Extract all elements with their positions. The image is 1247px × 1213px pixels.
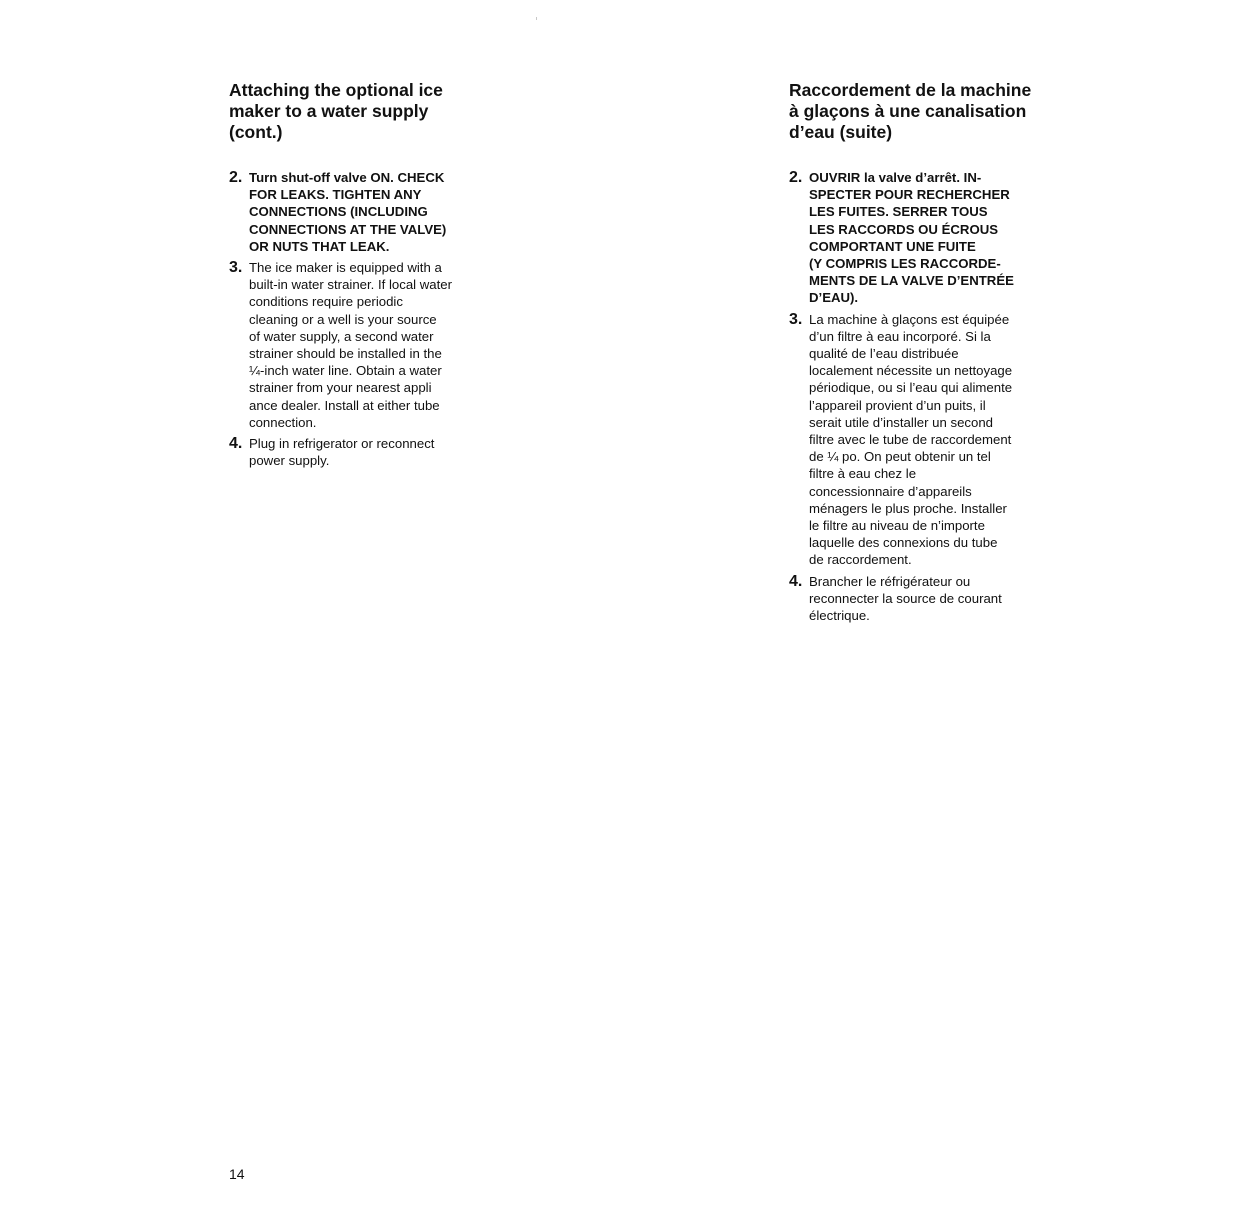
step-text-line: MENTS DE LA VALVE D’ENTRÉE: [809, 273, 1014, 289]
step-text-line: (Y COMPRIS LES RACCORDE-: [809, 256, 1001, 272]
step-text-line: power supply.: [249, 453, 330, 469]
step-text-line: CONNECTIONS (INCLUDING: [249, 204, 428, 220]
step-item: [789, 169, 1079, 307]
step-text-line: OR NUTS THAT LEAK.: [249, 238, 390, 254]
step-text-line: connection.: [249, 414, 317, 430]
step-text-line: qualité de l’eau distribuée: [809, 346, 959, 362]
heading-line: maker to a water supply: [229, 101, 429, 121]
step-text-line: l’appareil provient d’un puits, il: [809, 397, 986, 413]
english-steps: [229, 169, 529, 469]
step-text-line: de ¼ po. On peut obtenir un tel: [809, 449, 991, 465]
step-text-line: LES RACCORDS OU ÉCROUS: [809, 221, 999, 237]
step-text-line: électrique.: [809, 608, 870, 624]
step-number: 4.: [229, 435, 243, 453]
step-text-line: OUVRIR la valve d’arrêt. IN-: [809, 170, 982, 185]
step-item: [789, 573, 1079, 625]
step-text-line: La machine à glaçons est équipée: [809, 311, 1010, 327]
step-text-line: serait utile d’installer un second: [809, 414, 993, 430]
step-text-line: le filtre au niveau de n’importe: [809, 518, 985, 534]
step-text-line: strainer from your nearest appli: [249, 380, 432, 396]
step-text-line: reconnecter la source de courant: [809, 590, 1002, 606]
step-text-line: ¼-inch water line. Obtain a water: [249, 363, 442, 379]
step-text-line: laquelle des connexions du tube: [809, 535, 998, 551]
step-text-line: CONNECTIONS AT THE VALVE): [249, 221, 447, 237]
step-text-line: de raccordement.: [809, 552, 912, 568]
step-number: 3.: [789, 310, 803, 328]
step-text-line: filtre avec le tube de raccordement: [809, 432, 1012, 448]
step-text-line: filtre à eau chez le: [809, 466, 917, 482]
english-column: [229, 80, 529, 473]
heading-line: d’eau (suite): [789, 122, 893, 142]
step-number: 2.: [229, 169, 243, 186]
french-heading: [789, 80, 1079, 143]
step-text-line: concessionnaire d’appareils: [809, 483, 972, 499]
heading-line: à glaçons à une canalisation: [789, 101, 1027, 121]
step-text-line: cleaning or a well is your source: [249, 311, 437, 327]
page-number: 14: [229, 1166, 245, 1182]
step-text-line: FOR LEAKS. TIGHTEN ANY: [249, 187, 422, 203]
step-text-line: Plug in refrigerator or reconnect: [249, 436, 435, 452]
step-text-line: d’un filtre à eau incorporé. Si la: [809, 328, 991, 344]
step-text-line: The ice maker is equipped with a: [249, 260, 442, 276]
step-text-line: built-in water strainer. If local water: [249, 277, 453, 293]
step-text-line: ménagers le plus proche. Installer: [809, 500, 1007, 516]
step-text-line: localement nécessite un nettoyage: [809, 363, 1013, 379]
english-heading: [229, 80, 529, 143]
step-number: 2.: [789, 169, 803, 186]
scan-mark: [536, 17, 537, 20]
step-text-line: Turn shut-off valve ON. CHECK: [249, 170, 445, 185]
step-number: 3.: [229, 259, 243, 277]
step-text-line: COMPORTANT UNE FUITE: [809, 238, 976, 254]
step-item: [229, 435, 529, 469]
step-number: 4.: [789, 572, 803, 590]
step-item: [229, 259, 529, 431]
step-text-line: strainer should be installed in the: [249, 346, 442, 362]
step-item: [789, 311, 1079, 569]
heading-line: Raccordement de la machine: [789, 80, 1032, 100]
step-text-line: Brancher le réfrigérateur ou: [809, 573, 971, 589]
step-item: [229, 169, 529, 255]
step-text-line: D’EAU).: [809, 290, 859, 306]
french-steps: [789, 169, 1079, 624]
step-text-line: SPECTER POUR RECHERCHER: [809, 187, 1010, 203]
step-text-line: of water supply, a second water: [249, 328, 434, 344]
step-text-line: périodique, ou si l’eau qui alimente: [809, 380, 1013, 396]
french-column: [789, 80, 1079, 628]
step-text-line: ance dealer. Install at either tube: [249, 397, 440, 413]
step-text-line: LES FUITES. SERRER TOUS: [809, 204, 988, 220]
step-text-line: conditions require periodic: [249, 294, 403, 310]
heading-line: (cont.): [229, 122, 283, 142]
heading-line: Attaching the optional ice: [229, 80, 443, 100]
